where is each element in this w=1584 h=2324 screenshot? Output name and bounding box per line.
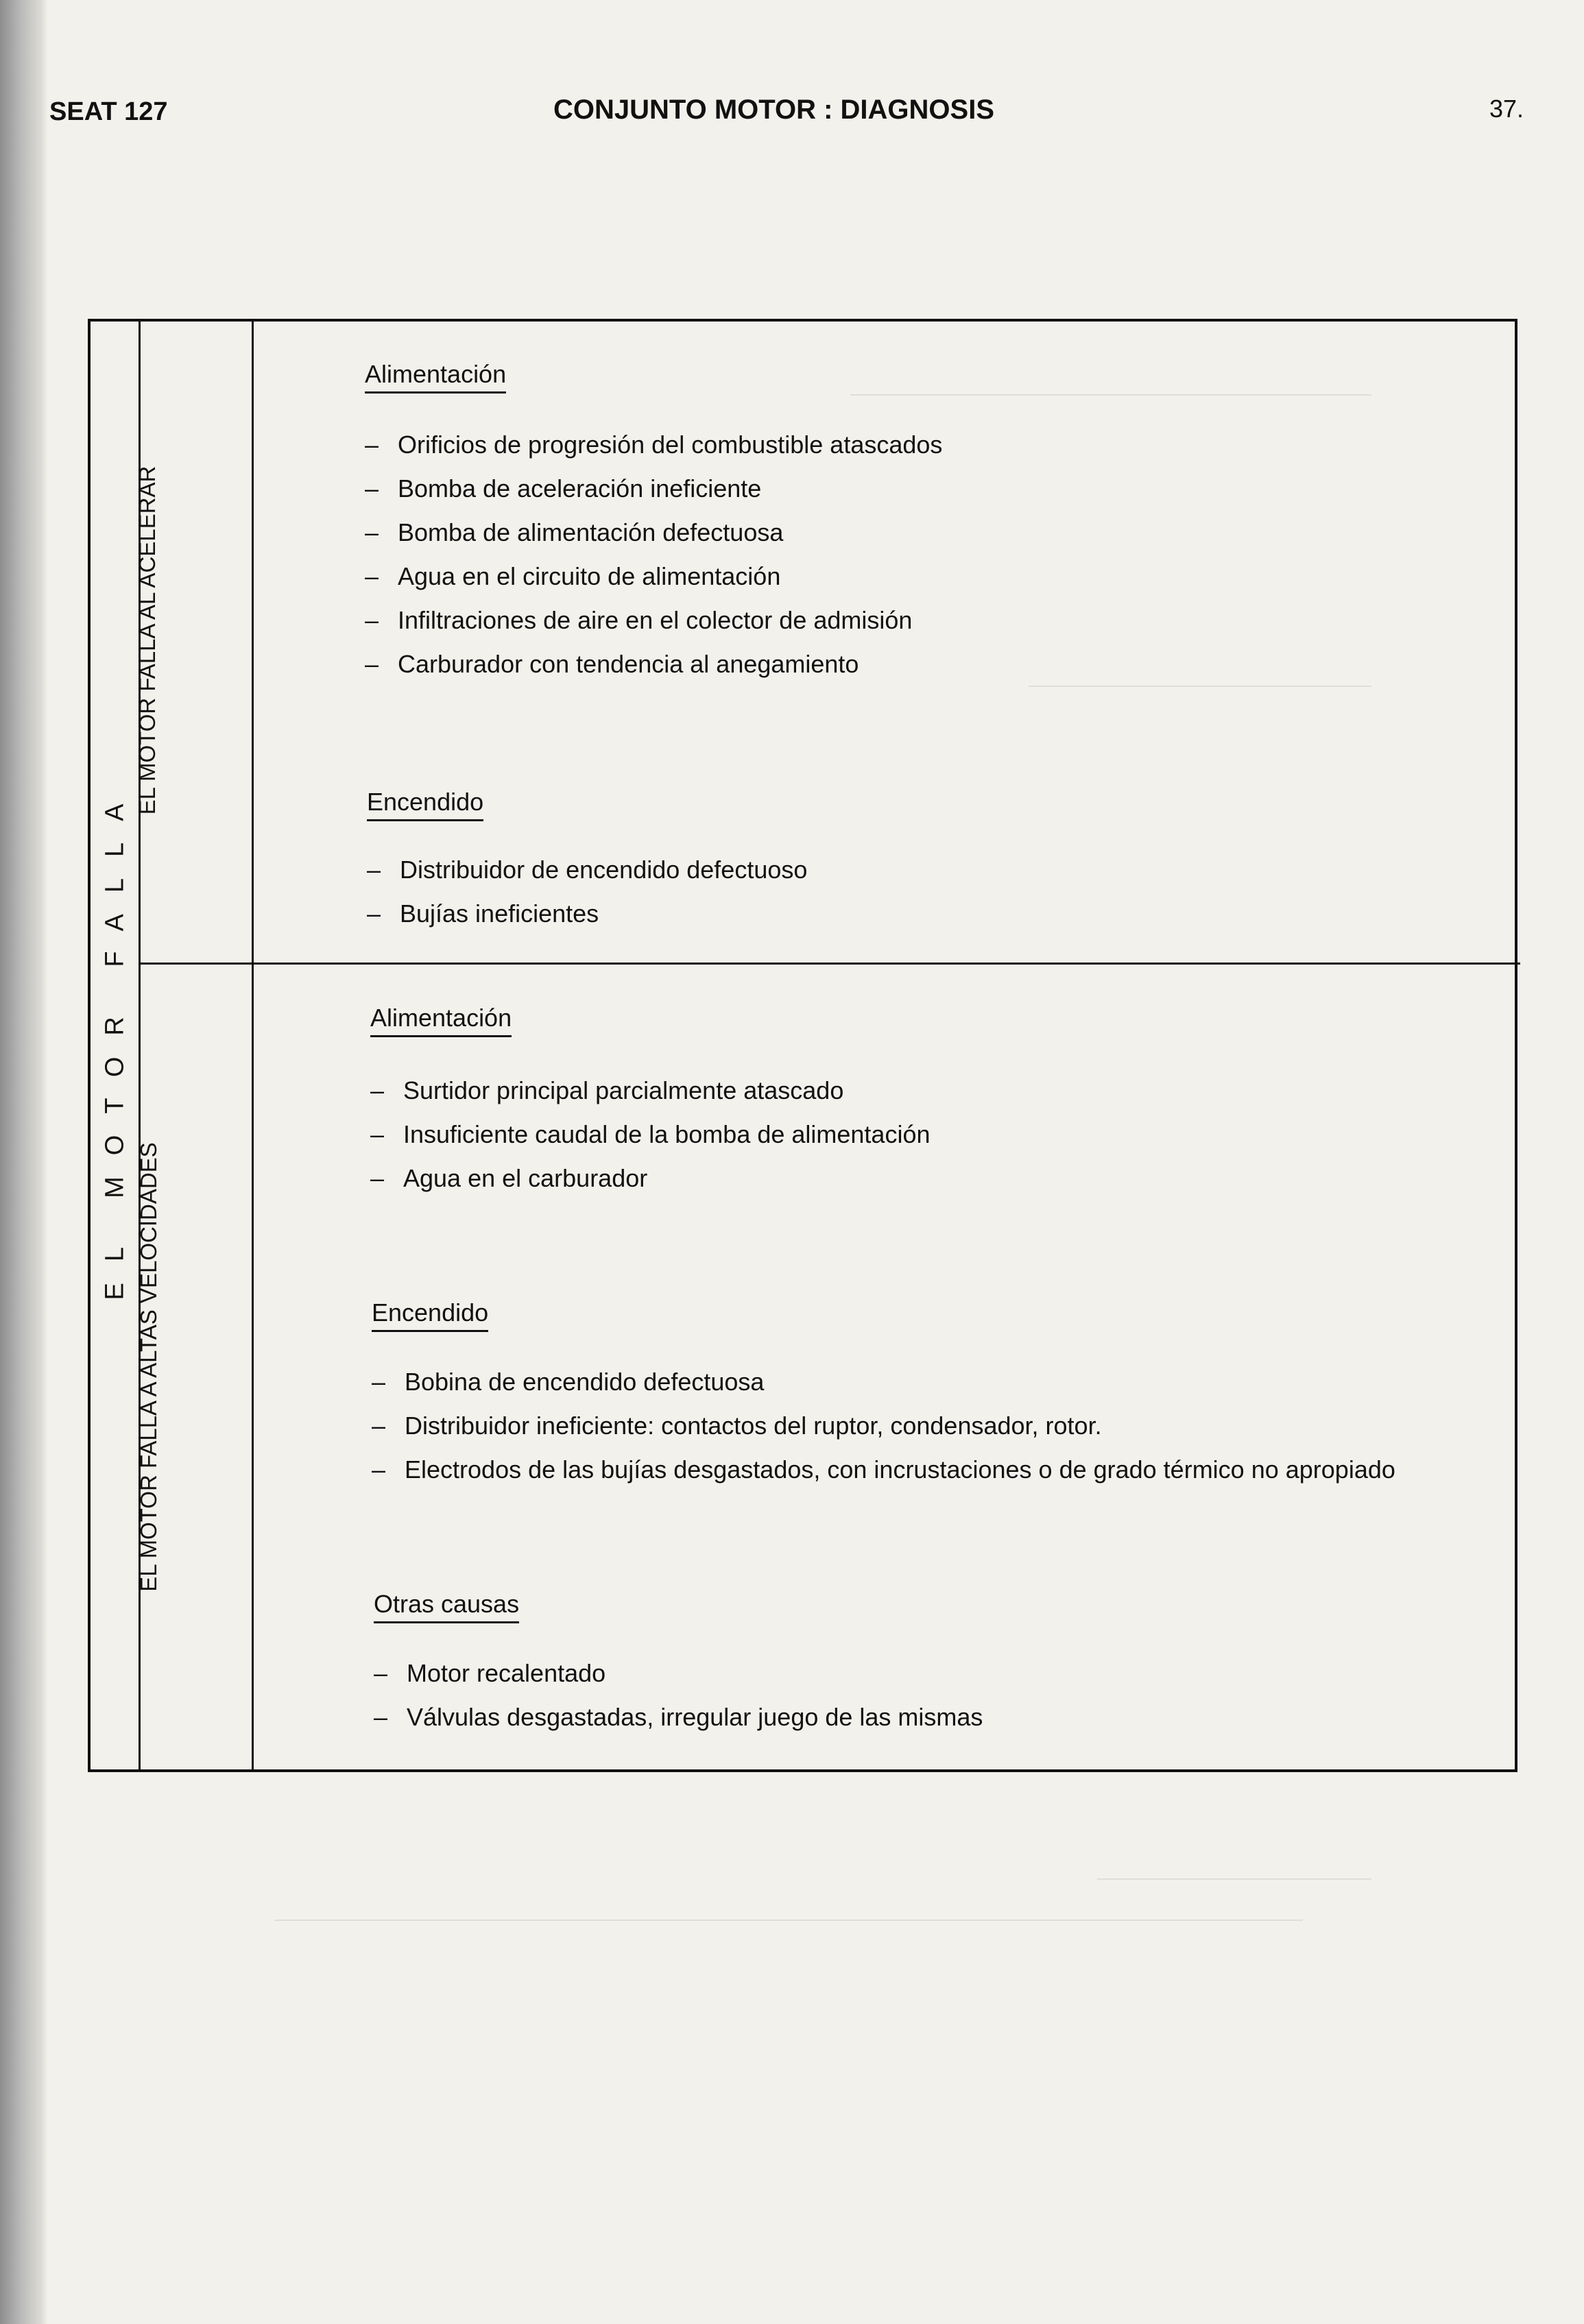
list-item: – Carburador con tendencia al anegamiento [365, 642, 942, 686]
table-content [254, 322, 1515, 1769]
show-through-line [274, 1920, 1303, 1921]
dash-bullet: – [365, 606, 379, 634]
section-title-alimentacion: Alimentación [370, 1004, 512, 1037]
list-item: – Distribuidor de encendido defectuoso [367, 848, 807, 892]
list-item: – Bobina de encendido defectuosa [372, 1360, 1395, 1404]
dash-bullet: – [372, 1412, 386, 1440]
show-through-line [1097, 1878, 1371, 1880]
dash-bullet: – [372, 1455, 386, 1484]
dash-bullet: – [367, 899, 381, 928]
dash-bullet: – [374, 1659, 388, 1687]
list-item: – Válvulas desgastadas, irregular juego de las mismas [374, 1695, 983, 1739]
list-item: – Motor recalentado [374, 1651, 983, 1695]
dash-bullet: – [365, 431, 379, 459]
page-header [49, 90, 1531, 132]
dash-bullet: – [367, 856, 381, 884]
header-title: CONJUNTO MOTOR : DIAGNOSIS [553, 95, 995, 125]
item-list-otras-causas [374, 1651, 983, 1739]
dash-bullet: – [374, 1703, 388, 1731]
list-item: – Distribuidor ineficiente: contactos del ruptor, condensador, rotor. [372, 1404, 1395, 1448]
diagnosis-table [88, 319, 1517, 1772]
dash-bullet: – [370, 1076, 385, 1104]
dash-bullet: – [372, 1368, 386, 1396]
dash-bullet: – [370, 1164, 385, 1192]
dash-bullet: – [365, 474, 379, 503]
dash-bullet: – [365, 562, 379, 590]
book-binding-shadow [0, 0, 48, 2324]
item-list-alimentacion [365, 423, 942, 686]
header-model: SEAT 127 [49, 97, 168, 126]
main-category-label: EL MOTOR FALLA [100, 782, 130, 1300]
section-title-encendido: Encendido [372, 1298, 488, 1332]
page-number: 37. [1489, 95, 1524, 123]
section-title-encendido: Encendido [367, 788, 483, 821]
list-item: – Agua en el carburador [370, 1157, 931, 1200]
list-item: – Insuficiente caudal de la bomba de alimentación [370, 1113, 931, 1157]
list-item: – Electrodos de las bujías desgastados, con incrustaciones o de grado térmico no apropiado [372, 1448, 1395, 1492]
item-list-encendido [367, 848, 807, 936]
group-label-acelerar: EL MOTOR FALLA AL ACELERAR [134, 465, 160, 815]
list-item: – Agua en el circuito de alimentación [365, 555, 942, 598]
item-list-encendido [372, 1360, 1395, 1492]
list-item: – Bomba de alimentación defectuosa [365, 511, 942, 555]
section-title-alimentacion: Alimentación [365, 360, 506, 394]
list-item: – Infiltraciones de aire en el colector de admisión [365, 598, 942, 642]
dash-bullet: – [365, 518, 379, 546]
section-title-otras-causas: Otras causas [374, 1590, 519, 1623]
list-item: – Bujías ineficientes [367, 892, 807, 936]
item-list-alimentacion [370, 1069, 931, 1200]
group-label-altas-velocidades: EL MOTOR FALLA A ALTAS VELOCIDADES [136, 1142, 161, 1592]
dash-bullet: – [370, 1120, 385, 1148]
list-item: – Orificios de progresión del combustible atascados [365, 423, 942, 467]
list-item: – Bomba de aceleración ineficiente [365, 467, 942, 511]
list-item: – Surtidor principal parcialmente atascado [370, 1069, 931, 1113]
dash-bullet: – [365, 650, 379, 678]
